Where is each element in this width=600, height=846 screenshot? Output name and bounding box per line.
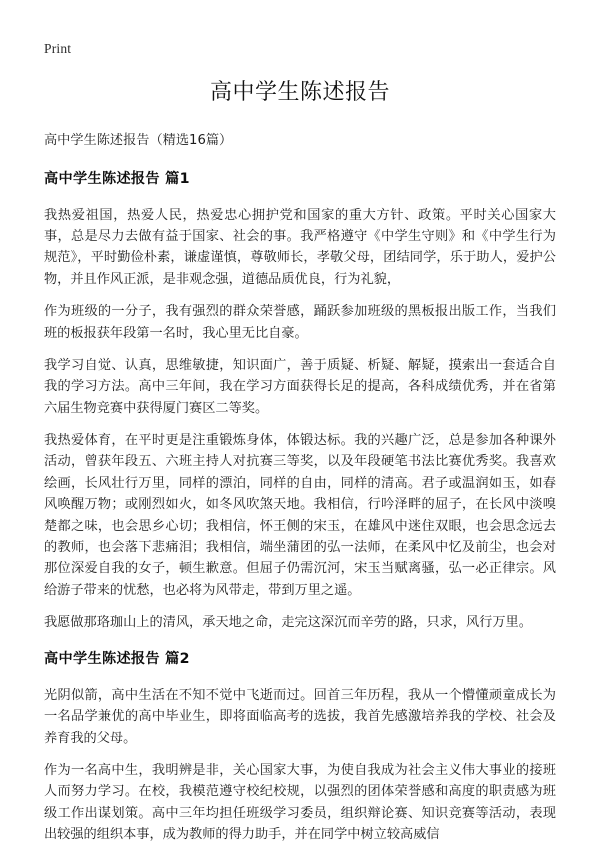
paragraph: 光阴似箭，高中生活在不知不觉中飞逝而过。回首三年历程，我从一个懵懂顽童成长为一名品学兼优的高中毕业生，即将面临高考的选拔，我首先感激培养我的学校、社会及养育我的父母。 xyxy=(44,687,556,746)
document-section xyxy=(44,167,556,633)
paragraph: 我热爱祖国，热爱人民，热爱忠心拥护党和国家的重大方针、政策。平时关心国家大事，总是尽力去做有益于国家、社会的事。我严格遵守《中学生守则》和《中学生行为规范》，平时勤俭朴素，谦虚谨慎，尊敬师长，孝敬父母，团结同学，乐于助人，爱护公物，并且作风正派，是非观念强，道德品质优良，行为礼貌， xyxy=(44,207,556,287)
print-label[interactable]: Print xyxy=(44,41,72,56)
paragraph: 作为一名高中生，我明辨是非，关心国家大事，为使自我成为社会主义伟大事业的接班人而努力学习。在校，我模范遵守校纪校规，以强烈的团体荣誉感和高度的职责感为班级工作出谋划策。高中三年均担任班级学习委员，组织辩论赛、知识竞赛等活动，表现出较强的组织本事，成为教师的得力助手，并在同学中树立较高威信 xyxy=(44,763,556,843)
section-heading: 高中学生陈述报告 篇2 xyxy=(44,651,190,668)
paragraph: 我愿做那珞珈山上的清风，承天地之命，走完这深沉而辛劳的路，只求，风行万里。 xyxy=(44,615,532,631)
document-content xyxy=(44,70,556,846)
document-section xyxy=(44,647,556,845)
document-subtitle: 高中学生陈述报告（精选16篇） xyxy=(44,133,233,148)
paragraph: 作为班级的一分子，我有强烈的群众荣誉感，踊跃参加班级的黑板报出版工作，当我们班的板报获年段第一名时，我心里无比自豪。 xyxy=(44,304,556,341)
paragraph: 我学习自觉、认真，思维敏捷，知识面广，善于质疑、析疑、解疑，摸索出一套适合自我的学习方法。高中三年间，我在学习方面获得长足的提高，各科成绩优秀，并在省第六届生物竞赛中获得厦门赛区二等奖。 xyxy=(44,357,556,416)
paragraph: 我热爱体育，在平时更是注重锻炼身体，体锻达标。我的兴趣广泛，总是参加各种课外活动，曾获年段五、六班主持人对抗赛三等奖，以及年段硬笔书法比赛优秀奖。我喜欢绘画，长风壮行万里，同样的漂泊，同样的自由，同样的清高。君子或温润如玉，如春风唤醒万物；或刚烈如火，如冬风吹煞天地。我相信，行吟泽畔的屈子，在长风中淡嗅楚都之味，也会思乡心切；我相信，怀王侧的宋玉，在雄风中迷住双眼，也会思念远去的教师，也会落下悲痛泪；我相信，端坐蒲团的弘一法师，在柔风中忆及前尘，也会对那位深爱自我的女子，顿生歉意。但屈子仍需沉河，宋玉当赋离骚，弘一必正律宗。风给游子带来的忧愁，也必将为风带走，带到万里之遥。 xyxy=(44,433,556,598)
section-heading: 高中学生陈述报告 篇1 xyxy=(44,171,190,188)
page-title: 高中学生陈述报告 xyxy=(209,80,390,105)
